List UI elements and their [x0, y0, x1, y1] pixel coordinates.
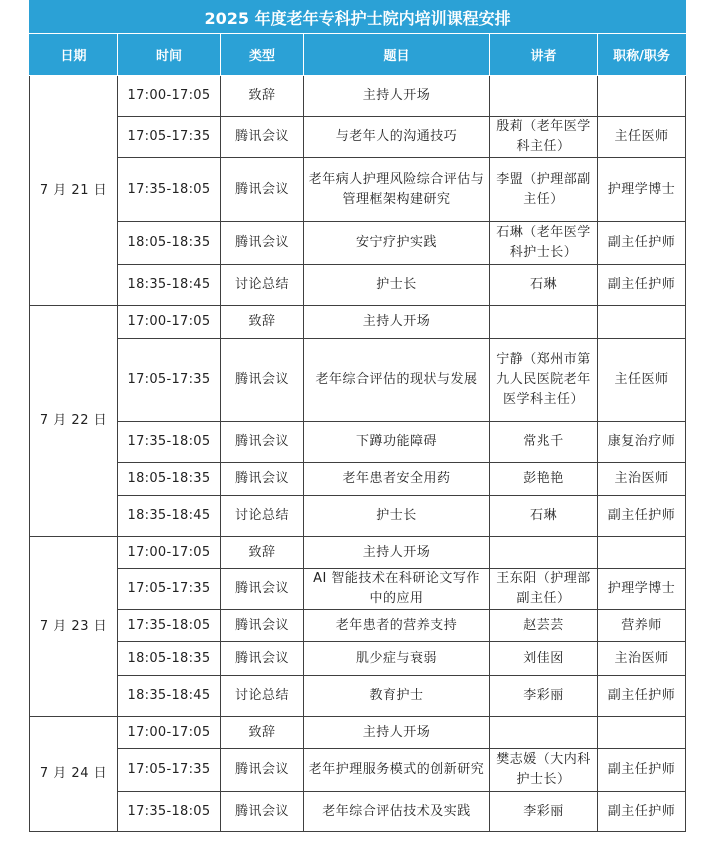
time-cell: 17:35-18:05	[118, 158, 221, 222]
topic-cell: 与老年人的沟通技巧	[304, 117, 490, 158]
topic-cell: 老年综合评估技术及实践	[304, 792, 490, 832]
type-cell: 腾讯会议	[221, 222, 304, 265]
table-row	[30, 569, 686, 610]
table-row	[30, 792, 686, 832]
time-cell: 17:00-17:05	[118, 537, 221, 569]
table-row	[30, 749, 686, 792]
topic-cell: AI 智能技术在科研论文写作中的应用	[304, 569, 490, 610]
header-type: 类型	[221, 34, 304, 76]
speaker-cell: 彭艳艳	[490, 463, 598, 496]
schedule-title: 2025 年度老年专科护士院内培训课程安排	[30, 1, 686, 34]
speaker-cell: 石琳	[490, 265, 598, 306]
time-cell: 18:05-18:35	[118, 463, 221, 496]
time-cell: 17:35-18:05	[118, 792, 221, 832]
speaker-cell: 王东阳（护理部副主任）	[490, 569, 598, 610]
position-cell: 副主任护师	[598, 676, 686, 717]
header-speaker: 讲者	[490, 34, 598, 76]
time-cell: 18:35-18:45	[118, 676, 221, 717]
position-cell: 副主任护师	[598, 265, 686, 306]
time-cell: 17:05-17:35	[118, 117, 221, 158]
position-cell: 主治医师	[598, 463, 686, 496]
speaker-cell: 石琳	[490, 496, 598, 537]
table-row	[30, 642, 686, 676]
table-row	[30, 158, 686, 222]
speaker-cell	[490, 537, 598, 569]
topic-cell: 老年患者安全用药	[304, 463, 490, 496]
speaker-cell: 樊志媛（大内科护士长）	[490, 749, 598, 792]
table-row	[30, 422, 686, 463]
type-cell: 腾讯会议	[221, 117, 304, 158]
position-cell: 护理学博士	[598, 158, 686, 222]
speaker-cell	[490, 306, 598, 339]
time-cell: 17:35-18:05	[118, 610, 221, 642]
speaker-cell: 常兆千	[490, 422, 598, 463]
speaker-cell: 李盟（护理部副主任）	[490, 158, 598, 222]
speaker-cell: 李彩丽	[490, 792, 598, 832]
position-cell: 副主任护师	[598, 749, 686, 792]
header-topic: 题目	[304, 34, 490, 76]
type-cell: 腾讯会议	[221, 422, 304, 463]
type-cell: 讨论总结	[221, 496, 304, 537]
position-cell: 副主任护师	[598, 222, 686, 265]
type-cell: 腾讯会议	[221, 642, 304, 676]
table-row	[30, 496, 686, 537]
topic-cell: 下蹲功能障碍	[304, 422, 490, 463]
schedule-container	[29, 0, 685, 832]
position-cell: 主任医师	[598, 339, 686, 422]
type-cell: 腾讯会议	[221, 569, 304, 610]
type-cell: 腾讯会议	[221, 610, 304, 642]
table-row	[30, 306, 686, 339]
speaker-cell: 赵芸芸	[490, 610, 598, 642]
speaker-cell	[490, 717, 598, 749]
date-cell: 7 月 22 日	[30, 306, 118, 537]
time-cell: 18:35-18:45	[118, 496, 221, 537]
date-cell: 7 月 21 日	[30, 76, 118, 306]
time-cell: 17:00-17:05	[118, 76, 221, 117]
speaker-cell: 石琳（老年医学科护士长）	[490, 222, 598, 265]
speaker-cell	[490, 76, 598, 117]
position-cell	[598, 76, 686, 117]
position-cell	[598, 537, 686, 569]
position-cell: 营养师	[598, 610, 686, 642]
type-cell: 讨论总结	[221, 676, 304, 717]
type-cell: 致辞	[221, 717, 304, 749]
time-cell: 18:35-18:45	[118, 265, 221, 306]
time-cell: 17:35-18:05	[118, 422, 221, 463]
header-row	[30, 34, 686, 76]
position-cell: 副主任护师	[598, 792, 686, 832]
time-cell: 17:05-17:35	[118, 339, 221, 422]
position-cell: 康复治疗师	[598, 422, 686, 463]
topic-cell: 老年护理服务模式的创新研究	[304, 749, 490, 792]
speaker-cell: 刘佳囡	[490, 642, 598, 676]
table-row	[30, 610, 686, 642]
table-row	[30, 117, 686, 158]
time-cell: 17:00-17:05	[118, 717, 221, 749]
time-cell: 18:05-18:35	[118, 642, 221, 676]
topic-cell: 安宁疗护实践	[304, 222, 490, 265]
type-cell: 腾讯会议	[221, 463, 304, 496]
type-cell: 腾讯会议	[221, 792, 304, 832]
topic-cell: 老年病人护理风险综合评估与管理框架构建研究	[304, 158, 490, 222]
topic-cell: 老年患者的营养支持	[304, 610, 490, 642]
position-cell: 副主任护师	[598, 496, 686, 537]
table-row	[30, 463, 686, 496]
topic-cell: 主持人开场	[304, 537, 490, 569]
type-cell: 致辞	[221, 537, 304, 569]
header-date: 日期	[30, 34, 118, 76]
topic-cell: 主持人开场	[304, 717, 490, 749]
time-cell: 17:05-17:35	[118, 569, 221, 610]
speaker-cell: 宁静（郑州市第九人民医院老年医学科主任）	[490, 339, 598, 422]
speaker-cell: 李彩丽	[490, 676, 598, 717]
table-row	[30, 339, 686, 422]
position-cell: 主任医师	[598, 117, 686, 158]
table-row	[30, 265, 686, 306]
table-row	[30, 717, 686, 749]
table-row	[30, 537, 686, 569]
topic-cell: 护士长	[304, 265, 490, 306]
topic-cell: 教育护士	[304, 676, 490, 717]
type-cell: 致辞	[221, 306, 304, 339]
type-cell: 腾讯会议	[221, 339, 304, 422]
header-time: 时间	[118, 34, 221, 76]
time-cell: 17:00-17:05	[118, 306, 221, 339]
time-cell: 17:05-17:35	[118, 749, 221, 792]
type-cell: 致辞	[221, 76, 304, 117]
header-position: 职称/职务	[598, 34, 686, 76]
position-cell: 主治医师	[598, 642, 686, 676]
speaker-cell: 殷莉（老年医学科主任）	[490, 117, 598, 158]
date-cell: 7 月 23 日	[30, 537, 118, 717]
type-cell: 腾讯会议	[221, 749, 304, 792]
type-cell: 腾讯会议	[221, 158, 304, 222]
type-cell: 讨论总结	[221, 265, 304, 306]
topic-cell: 主持人开场	[304, 76, 490, 117]
position-cell: 护理学博士	[598, 569, 686, 610]
date-cell: 7 月 24 日	[30, 717, 118, 832]
topic-cell: 主持人开场	[304, 306, 490, 339]
position-cell	[598, 717, 686, 749]
schedule-table	[29, 0, 686, 832]
table-row	[30, 676, 686, 717]
table-row	[30, 222, 686, 265]
time-cell: 18:05-18:35	[118, 222, 221, 265]
topic-cell: 老年综合评估的现状与发展	[304, 339, 490, 422]
topic-cell: 肌少症与衰弱	[304, 642, 490, 676]
topic-cell: 护士长	[304, 496, 490, 537]
position-cell	[598, 306, 686, 339]
table-row	[30, 76, 686, 117]
